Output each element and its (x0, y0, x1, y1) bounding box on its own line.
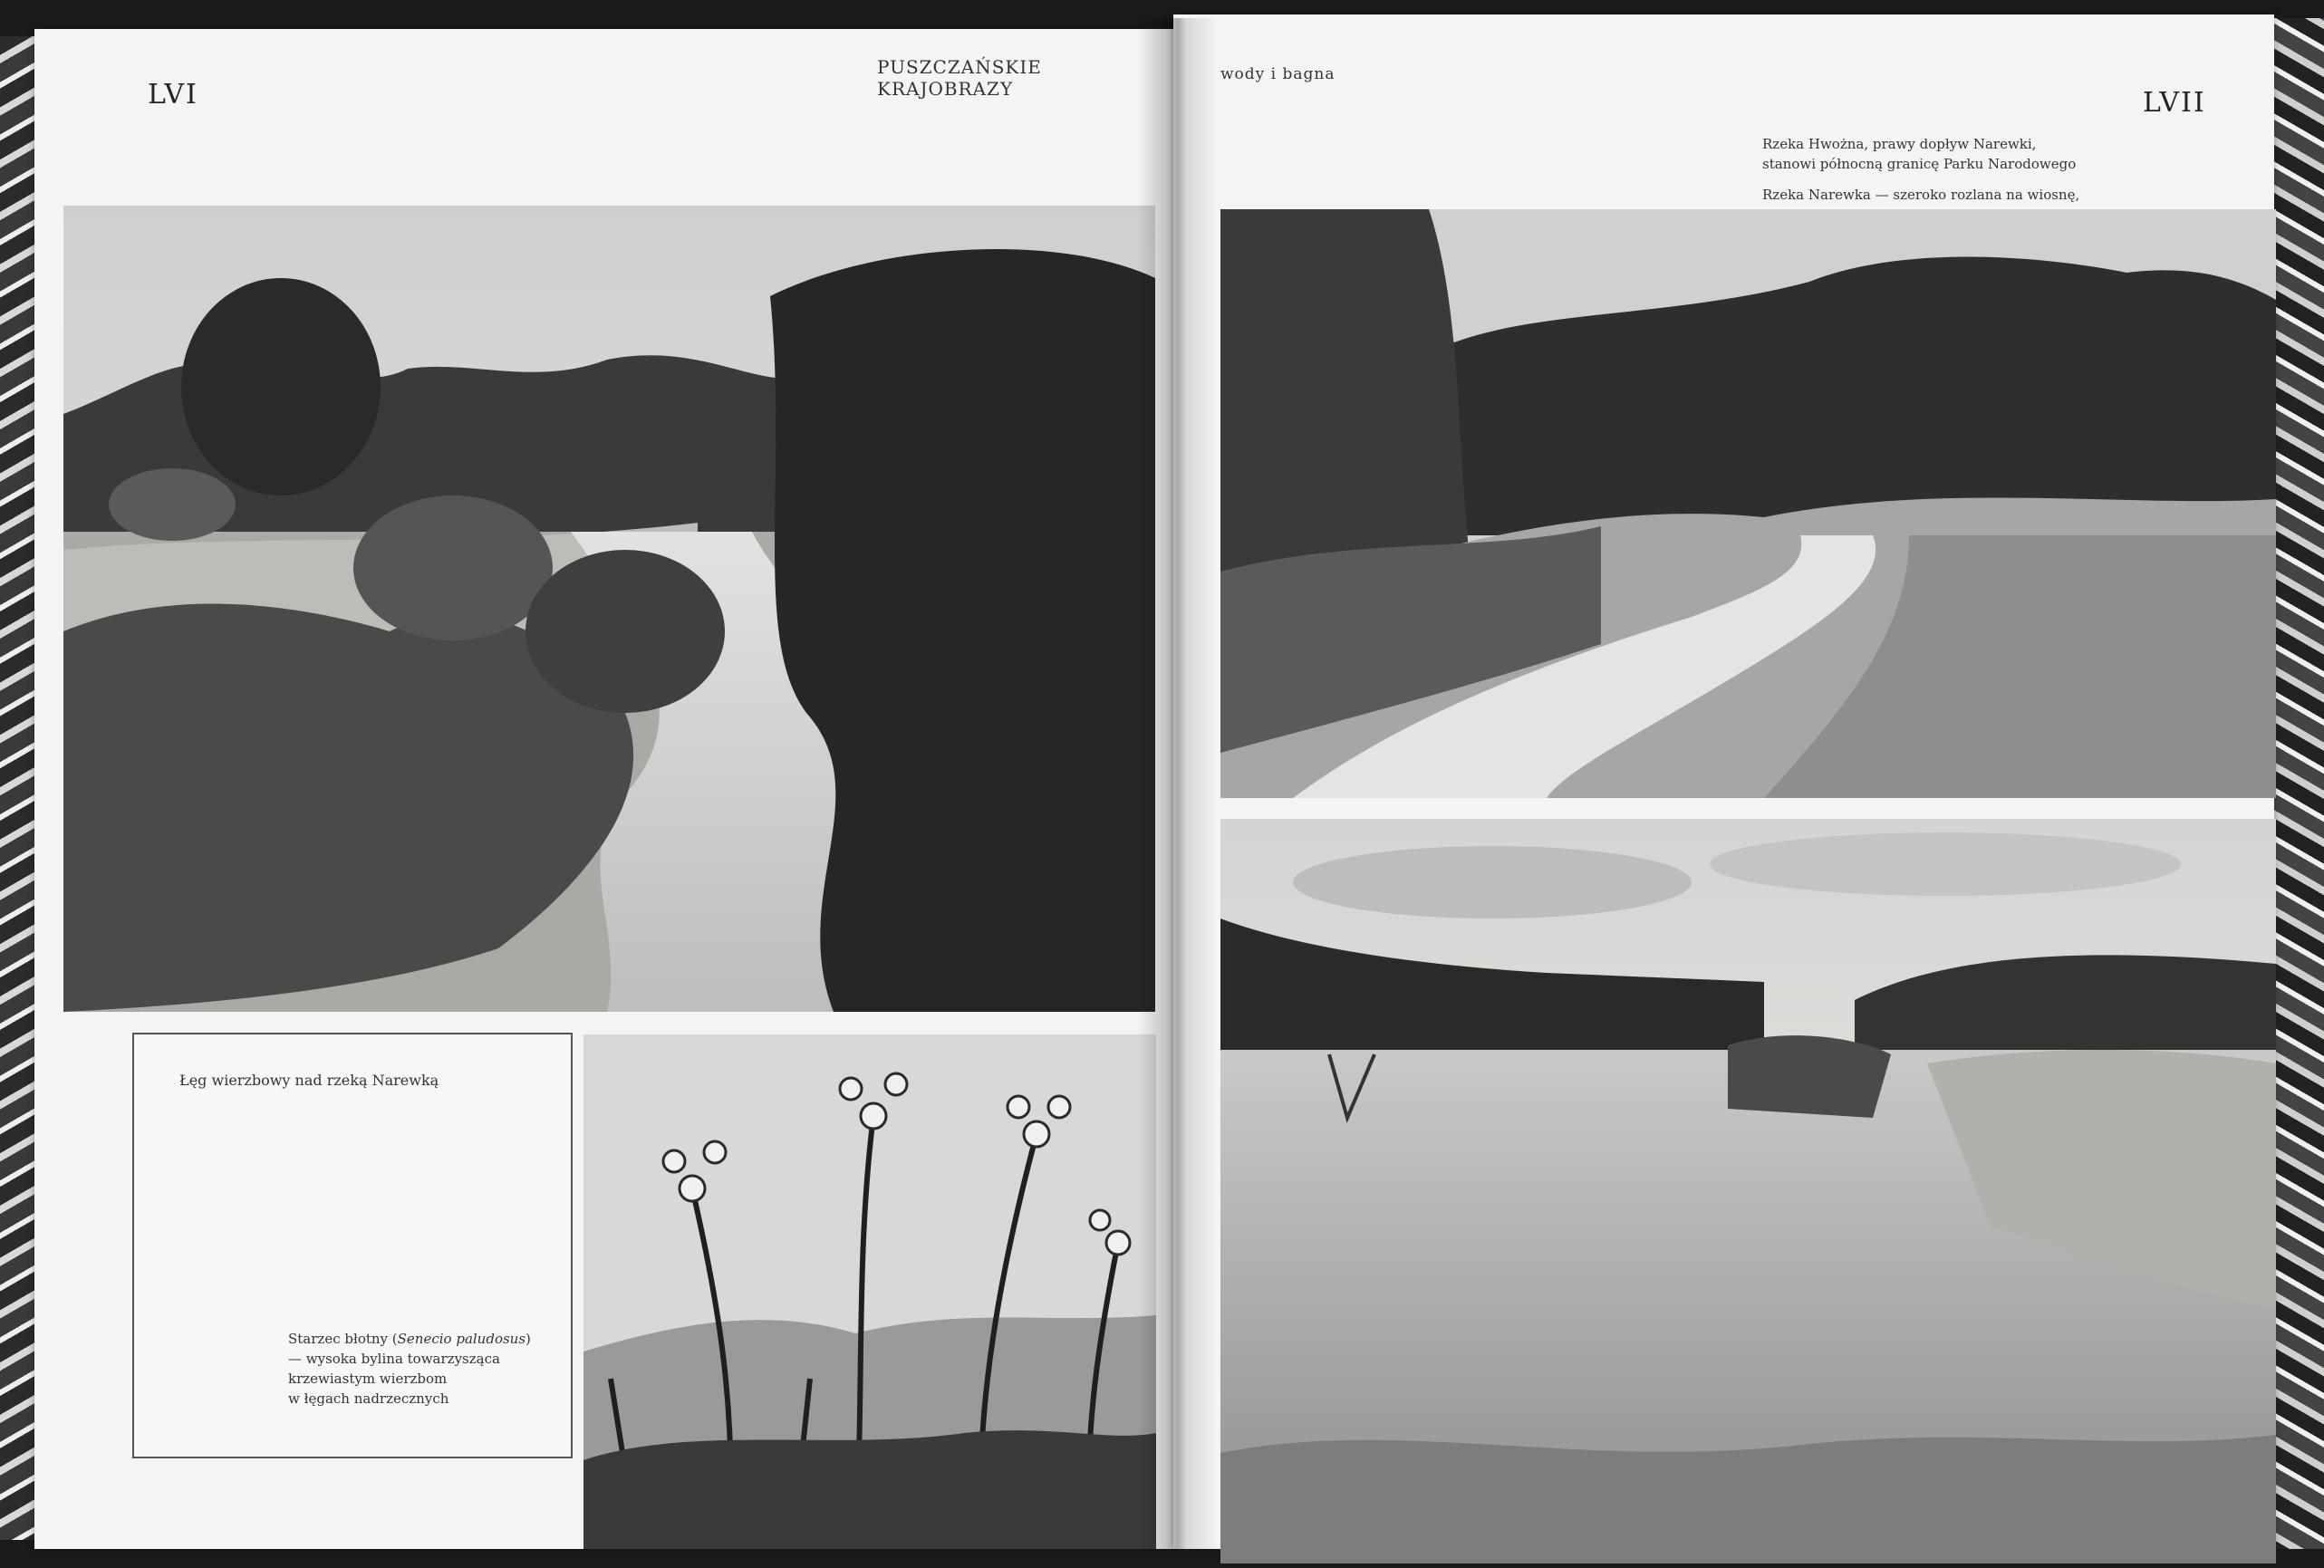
running-head-left: PUSZCZAŃSKIE KRAJOBRAZY (877, 56, 1042, 100)
page-number-right: LVII (2143, 87, 2206, 119)
photo-hwozna-river (1220, 209, 2276, 798)
caption-hwozna (1762, 134, 2076, 174)
caption-hwozna-line2: stanowi północną granicę Parku Narodowego (1762, 156, 2077, 172)
caption-willow: Łęg wierzbowy nad rzeką Narewką (179, 1072, 439, 1089)
right-page (1173, 14, 2274, 1549)
caption-narewka-line1: Rzeka Narewka — szeroko rozlana na wiosnę, (1762, 187, 2080, 203)
photo-willow-river (63, 206, 1155, 1012)
caption-ragwort-line4: w łęgach nadrzecznych (288, 1390, 449, 1407)
photo-narewka-flood (1220, 819, 2276, 1563)
caption-ragwort-line3: krzewiastym wierzbom (288, 1371, 448, 1387)
left-page (34, 29, 1178, 1549)
caption-hwozna-line1: Rzeka Hwożna, prawy dopływ Narewki, (1762, 136, 2037, 152)
caption-ragwort (288, 1329, 531, 1409)
caption-ragwort-line2: — wysoka bylina towarzysząca (288, 1351, 500, 1367)
caption-frame (132, 1033, 573, 1458)
photo-ragwort (583, 1034, 1156, 1549)
running-head-right: wody i bagna (1220, 65, 1336, 83)
page-number-left: LVI (148, 79, 198, 111)
caption-ragwort-line1: Starzec błotny (Senecio paludosus) (288, 1331, 531, 1347)
